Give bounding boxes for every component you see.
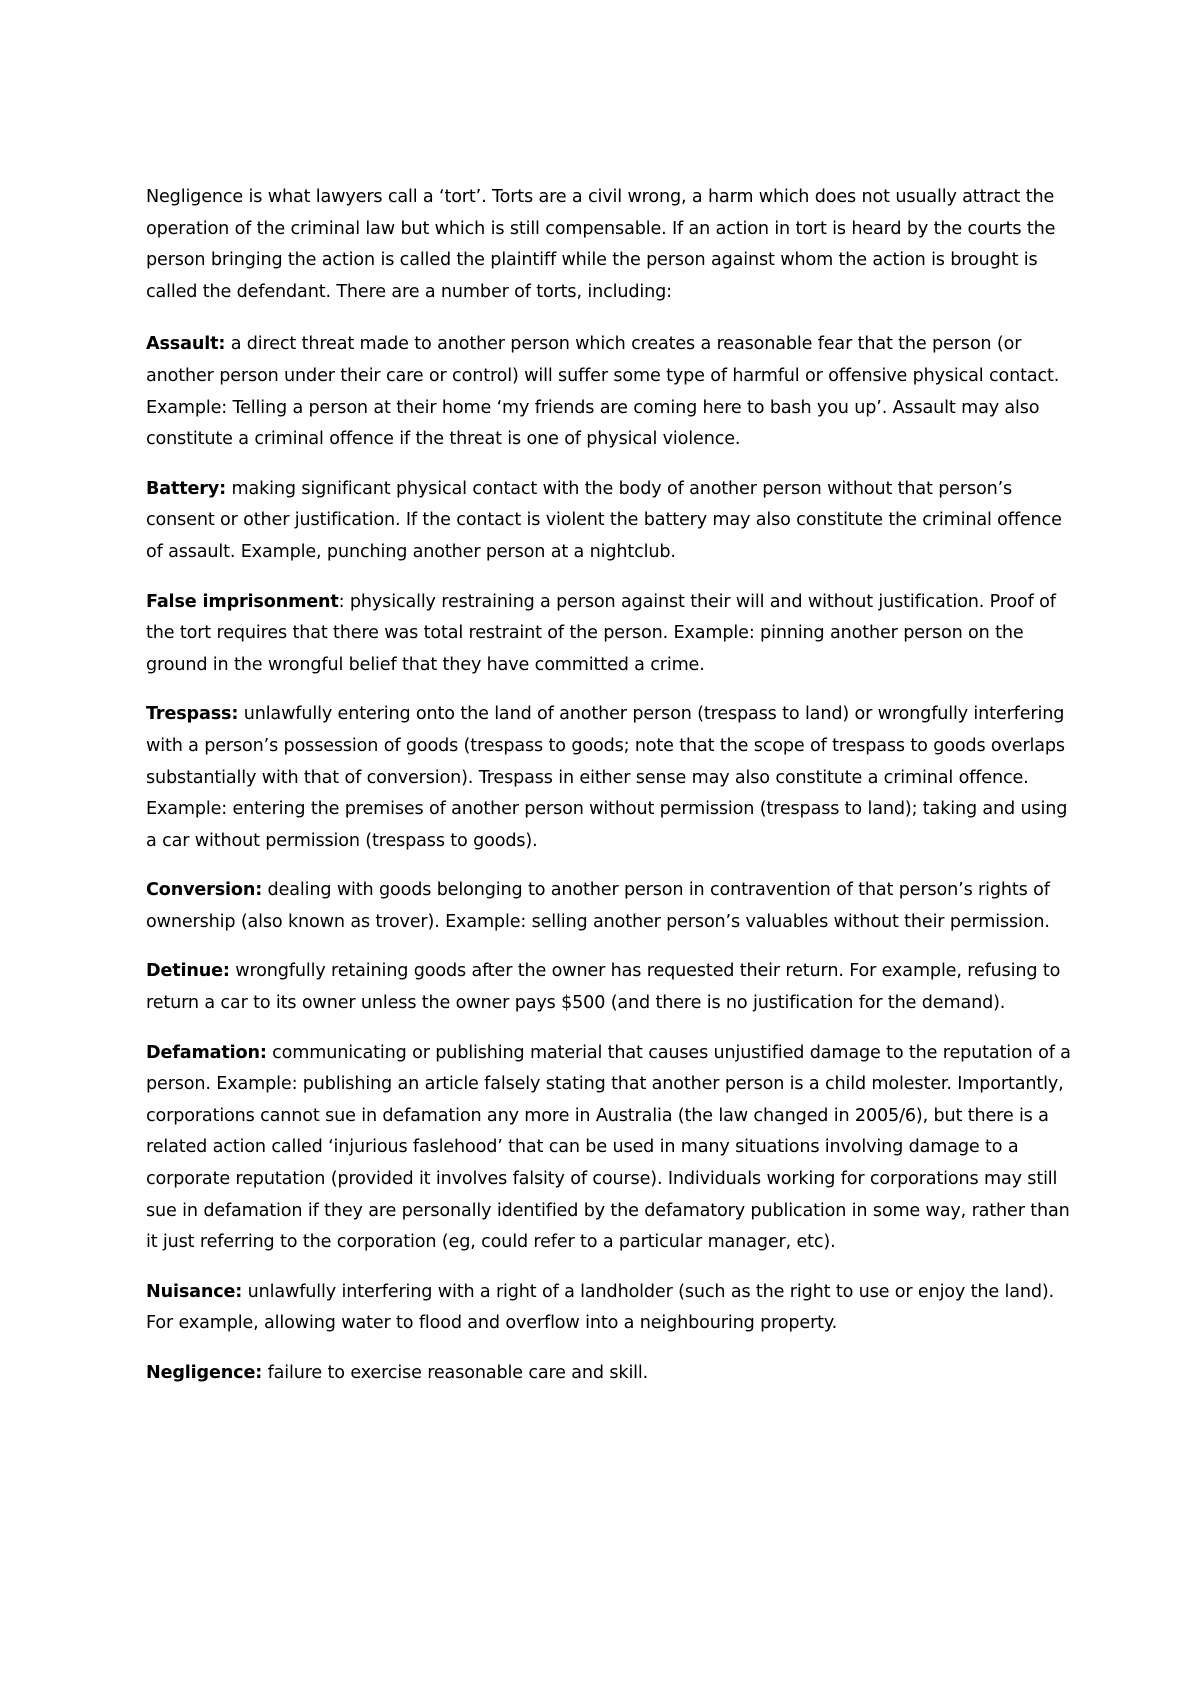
tort-false-imprisonment: [146, 587, 1076, 682]
tort-definition: dealing with goods belonging to another person in contravention of that person’s rights of ownership (also known as trover). Example: selling another person’s valuables without their permission.: [146, 880, 1050, 932]
tort-term: Negligence:: [146, 1363, 263, 1383]
tort-trespass: [146, 699, 1076, 857]
tort-definition: failure to exercise reasonable care and skill.: [262, 1363, 649, 1383]
tort-term: Assault:: [146, 334, 226, 355]
tort-term: Conversion:: [146, 880, 263, 901]
tort-defamation: [146, 1038, 1076, 1259]
tort-definition: a direct threat made to another person which creates a reasonable fear that the person (or another person under their care or control) will suffer some type of harmful or offensive physical contact. Example: Telling a person at their home ‘my friends are coming here to bash you up’. Assault may also constitute a criminal offence if the threat is one of physical violence.: [146, 334, 1060, 450]
tort-term: Battery:: [146, 478, 227, 499]
intro-paragraph: Negligence is what lawyers call a ‘tort’. Torts are a civil wrong, a harm which does not usually attract the operation of the criminal law but which is still compensable. If an action in tort is heard by the courts the person bringing the action is called the plaintiff while the person against whom the action is brought is called the defendant. There are a number of torts, including:: [146, 187, 1056, 302]
tort-negligence: [146, 1358, 1076, 1390]
tort-detinue: [146, 956, 1076, 1019]
tort-definition: communicating or publishing material that causes unjustified damage to the reputation of a person. Example: publishing an article falsely stating that another person is a child molester. Importantly, corporations cannot sue in defamation any more in Australia (the law changed in 2005/6), but there is a related action called ‘injurious faslehood’ that can be used in many situations involving damage to a corporate reputation (provided it involves falsity of course). Individuals working for corporations may still sue in defamation if they are personally identified by the defamatory publication in some way, rather than it just referring to the corporation (eg, could refer to a particular manager, etc).: [146, 1042, 1071, 1253]
document-body: [146, 182, 1076, 1408]
tort-term: Nuisance:: [146, 1281, 243, 1302]
tort-definition: unlawfully entering onto the land of another person (trespass to land) or wrongfully interfering with a person’s possession of goods (trespass to goods; note that the scope of trespass to goods overlaps substantially with that of conversion). Trespass in either sense may also constitute a criminal offence. Example: entering the premises of another person without permission (trespass to land); taking and using a car without permission (trespass to goods).: [146, 704, 1068, 851]
tort-term: False imprisonment: [146, 591, 339, 612]
tort-assault: [146, 329, 1076, 455]
tort-nuisance: [146, 1277, 1076, 1340]
tort-conversion: [146, 875, 1076, 938]
tort-term: Trespass:: [146, 704, 239, 725]
tort-term: Defamation:: [146, 1042, 267, 1063]
tort-definition: making significant physical contact with the body of another person without that person’s consent or other justification. If the contact is violent the battery may also constitute the criminal offence of assault. Example, punching another person at a nightclub.: [146, 478, 1062, 562]
tort-definition: wrongfully retaining goods after the owner has requested their return. For example, refusing to return a car to its owner unless the owner pays $500 (and there is no justification for the demand).: [146, 961, 1061, 1014]
tort-definition: unlawfully interfering with a right of a landholder (such as the right to use or enjoy the land). For example, allowing water to flood and overflow into a neighbouring property.: [146, 1281, 1055, 1334]
tort-battery: [146, 474, 1076, 569]
tort-term: Detinue:: [146, 961, 230, 982]
tort-definition: : physically restraining a person against their will and without justification. Proof of the tort requires that there was total restraint of the person. Example: pinning another person on the ground in the wrongful belief that they have committed a crime.: [146, 591, 1056, 675]
